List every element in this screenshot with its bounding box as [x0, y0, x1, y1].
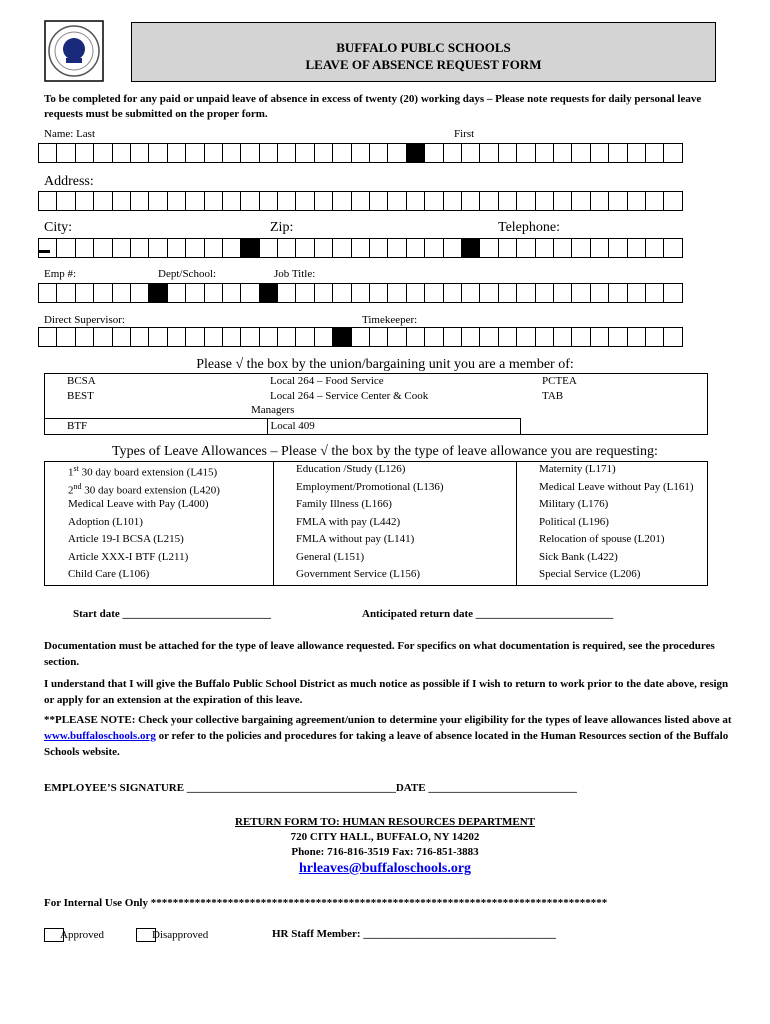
entry-box[interactable]	[608, 238, 627, 258]
entry-box[interactable]	[516, 283, 535, 303]
entry-box[interactable]	[479, 238, 498, 258]
return-form-heading: RETURN FORM TO: HUMAN RESOURCES DEPARTMENT	[235, 816, 535, 828]
entry-box[interactable]	[479, 283, 498, 303]
entry-box[interactable]	[130, 191, 149, 211]
leave-option[interactable]: FMLA with pay (L442)	[274, 515, 517, 533]
entry-box[interactable]	[332, 191, 351, 211]
entry-box[interactable]	[314, 283, 333, 303]
entry-box[interactable]	[75, 283, 94, 303]
entry-box[interactable]	[185, 191, 204, 211]
entry-box[interactable]	[387, 191, 406, 211]
entry-box[interactable]	[571, 238, 590, 258]
entry-box[interactable]	[112, 238, 131, 258]
entry-box[interactable]	[406, 283, 425, 303]
entry-box[interactable]	[590, 191, 609, 211]
entry-box[interactable]	[590, 143, 609, 163]
union-tab[interactable]: TAB	[542, 389, 564, 402]
entry-box[interactable]	[535, 327, 554, 347]
entry-box[interactable]	[240, 238, 259, 258]
entry-box[interactable]	[332, 283, 351, 303]
union-local409[interactable]: Local 409	[267, 419, 520, 435]
return-phone-fax: Phone: 716-816-3519 Fax: 716-851-3883	[291, 846, 479, 858]
entry-box[interactable]	[424, 327, 443, 347]
entry-box[interactable]	[590, 327, 609, 347]
entry-box[interactable]	[204, 283, 223, 303]
entry-box[interactable]	[663, 238, 682, 258]
entry-box[interactable]	[498, 191, 517, 211]
entry-box[interactable]	[516, 327, 535, 347]
entry-box[interactable]	[314, 238, 333, 258]
entry-box[interactable]	[75, 191, 94, 211]
disapproved-option[interactable]: Disapproved	[136, 928, 208, 942]
entry-box[interactable]	[222, 283, 241, 303]
entry-box[interactable]	[387, 327, 406, 347]
intro-text: To be completed for any paid or unpaid leave of absence in excess of twenty (20) working days – Please note requests for daily personal leave requests must be submitted on the proper form.	[44, 93, 702, 120]
entry-box[interactable]	[571, 143, 590, 163]
entry-box[interactable]	[424, 283, 443, 303]
name-grid[interactable]	[38, 143, 683, 163]
leave-option[interactable]: Political (L196)	[539, 515, 609, 528]
entry-box[interactable]	[240, 283, 259, 303]
entry-box[interactable]	[645, 327, 664, 347]
entry-box[interactable]	[56, 283, 75, 303]
entry-box[interactable]	[443, 143, 462, 163]
leave-option[interactable]: Education /Study (L126)	[274, 462, 517, 480]
entry-box[interactable]	[571, 191, 590, 211]
entry-box[interactable]	[314, 327, 333, 347]
entry-box[interactable]	[406, 191, 425, 211]
entry-box[interactable]	[204, 238, 223, 258]
entry-box[interactable]	[295, 327, 314, 347]
entry-box[interactable]	[443, 191, 462, 211]
entry-box[interactable]	[351, 283, 370, 303]
leave-types-title: Types of Leave Allowances – Please √ the box by the type of leave allowance you are requesting:	[112, 444, 658, 459]
leave-option[interactable]: Article XXX-I BTF (L211)	[45, 550, 274, 568]
job-title-label: Job Title:	[274, 268, 316, 280]
entry-box[interactable]	[535, 238, 554, 258]
documentation-note: Documentation must be attached for the type of leave allowance requested. For specifics on what documentation is required, see the procedures section.	[44, 640, 715, 668]
entry-box[interactable]	[240, 191, 259, 211]
entry-box[interactable]	[130, 143, 149, 163]
union-local264-food[interactable]: Local 264 – Food Service	[270, 375, 384, 387]
entry-box[interactable]	[93, 327, 112, 347]
entry-box[interactable]	[277, 283, 296, 303]
entry-box[interactable]	[627, 143, 646, 163]
entry-box[interactable]	[38, 283, 57, 303]
entry-box[interactable]	[314, 143, 333, 163]
form-title-box	[131, 22, 716, 82]
leave-option[interactable]: Medical Leave with Pay (L400)	[45, 497, 274, 515]
entry-box[interactable]	[479, 143, 498, 163]
notice-statement: I understand that I will give the Buffalo Public School District as much notice as possible if I wish to return to work prior to the date above, resign or apply for an extension at the expiration of this leave.	[44, 678, 729, 706]
entry-box[interactable]	[461, 191, 480, 211]
entry-box[interactable]	[369, 327, 388, 347]
entry-box[interactable]	[93, 238, 112, 258]
hr-staff-member-line[interactable]: HR Staff Member: ___________________________________	[272, 928, 556, 940]
zip-label: Zip:	[270, 220, 294, 235]
school-seal-logo	[44, 20, 104, 82]
entry-box[interactable]	[571, 327, 590, 347]
entry-box[interactable]	[663, 191, 682, 211]
entry-box[interactable]	[627, 191, 646, 211]
city-zip-phone-grid[interactable]	[38, 238, 683, 258]
entry-box[interactable]	[130, 283, 149, 303]
entry-box[interactable]	[332, 143, 351, 163]
entry-box[interactable]	[185, 283, 204, 303]
address-label: Address:	[44, 174, 94, 189]
entry-box[interactable]	[222, 143, 241, 163]
entry-box[interactable]	[369, 238, 388, 258]
entry-box[interactable]	[277, 327, 296, 347]
emp-label: Emp #:	[44, 268, 77, 280]
entry-box[interactable]	[56, 327, 75, 347]
supervisor-timekeeper-grid[interactable]	[38, 327, 683, 347]
entry-box[interactable]	[351, 238, 370, 258]
union-btf[interactable]: BTF	[45, 419, 268, 435]
entry-box[interactable]	[443, 327, 462, 347]
title-line-2: LEAVE OF ABSENCE REQUEST FORM	[305, 57, 542, 72]
entry-box[interactable]	[295, 238, 314, 258]
entry-box[interactable]	[645, 283, 664, 303]
supervisor-label: Direct Supervisor:	[44, 314, 125, 326]
entry-box[interactable]	[38, 143, 57, 163]
leave-option[interactable]: Employment/Promotional (L136)	[274, 480, 517, 498]
entry-box[interactable]	[387, 283, 406, 303]
entry-box[interactable]	[93, 283, 112, 303]
entry-box[interactable]	[516, 143, 535, 163]
timekeeper-label: Timekeeper:	[362, 314, 418, 326]
return-address: 720 CITY HALL, BUFFALO, NY 14202	[290, 831, 480, 843]
entry-box[interactable]	[351, 327, 370, 347]
entry-box[interactable]	[406, 238, 425, 258]
entry-box[interactable]	[443, 238, 462, 258]
entry-box[interactable]	[663, 143, 682, 163]
union-best[interactable]: BEST	[67, 389, 94, 402]
entry-box[interactable]	[112, 283, 131, 303]
dash-mark	[38, 250, 50, 253]
entry-box[interactable]	[38, 191, 57, 211]
entry-box[interactable]	[498, 143, 517, 163]
union-local264-service[interactable]: Local 264 – Service Center & Cook	[270, 389, 429, 402]
leave-option[interactable]: Government Service (L156)	[274, 567, 517, 585]
entry-box[interactable]	[295, 191, 314, 211]
entry-box[interactable]	[553, 238, 572, 258]
entry-box[interactable]	[167, 238, 186, 258]
entry-box[interactable]	[461, 238, 480, 258]
union-table	[44, 373, 708, 435]
union-bcsa[interactable]: BCSA	[67, 375, 96, 387]
name-first-label: First	[454, 128, 475, 140]
entry-box[interactable]	[259, 327, 278, 347]
entry-box[interactable]	[369, 143, 388, 163]
entry-box[interactable]	[498, 238, 517, 258]
entry-box[interactable]	[259, 238, 278, 258]
entry-box[interactable]	[204, 191, 223, 211]
entry-box[interactable]	[351, 143, 370, 163]
entry-box[interactable]	[406, 327, 425, 347]
hr-email-link[interactable]: hrleaves@buffaloschools.org	[298, 861, 472, 876]
entry-box[interactable]	[148, 191, 167, 211]
return-date-field[interactable]: Anticipated return date _________________________	[362, 608, 614, 620]
entry-box[interactable]	[369, 283, 388, 303]
entry-box[interactable]	[222, 327, 241, 347]
union-title: Please √ the box by the union/bargaining unit you are a member of:	[196, 357, 574, 372]
leave-option[interactable]: Adoption (L101)	[45, 515, 274, 533]
entry-box[interactable]	[608, 143, 627, 163]
entry-box[interactable]	[130, 238, 149, 258]
leave-option[interactable]: Medical Leave without Pay (L161)	[539, 480, 694, 493]
leave-option[interactable]: 2nd 30 day board extension (L420)	[45, 480, 274, 498]
signature-line[interactable]: EMPLOYEE’S SIGNATURE ______________________________________DATE ___________________________	[44, 782, 577, 794]
entry-box[interactable]	[645, 143, 664, 163]
entry-box[interactable]	[185, 143, 204, 163]
dept-label: Dept/School:	[158, 268, 217, 280]
city-label: City:	[44, 220, 73, 235]
entry-box[interactable]	[479, 327, 498, 347]
leave-option[interactable]: 1st 30 day board extension (L415)	[45, 462, 274, 480]
entry-box[interactable]	[351, 191, 370, 211]
entry-box[interactable]	[406, 143, 425, 163]
leave-option[interactable]: Special Service (L206)	[539, 568, 641, 581]
leave-option[interactable]: General (L151)	[274, 550, 517, 568]
entry-box[interactable]	[38, 327, 57, 347]
entry-box[interactable]	[608, 191, 627, 211]
entry-box[interactable]	[424, 143, 443, 163]
union-pctea[interactable]: PCTEA	[542, 375, 577, 387]
entry-box[interactable]	[461, 143, 480, 163]
entry-box[interactable]	[259, 143, 278, 163]
entry-box[interactable]	[295, 143, 314, 163]
telephone-label: Telephone:	[498, 220, 560, 235]
entry-box[interactable]	[535, 143, 554, 163]
entry-box[interactable]	[332, 238, 351, 258]
entry-box[interactable]	[461, 283, 480, 303]
entry-box[interactable]	[571, 283, 590, 303]
address-grid[interactable]	[38, 191, 683, 211]
entry-box[interactable]	[645, 191, 664, 211]
entry-box[interactable]	[663, 327, 682, 347]
entry-box[interactable]	[240, 327, 259, 347]
entry-box[interactable]	[56, 191, 75, 211]
leave-option[interactable]: Article 19-I BCSA (L215)	[45, 532, 274, 550]
entry-box[interactable]	[93, 191, 112, 211]
leave-option[interactable]: Sick Bank (L422)	[539, 550, 618, 563]
entry-box[interactable]	[535, 191, 554, 211]
entry-box[interactable]	[277, 143, 296, 163]
entry-box[interactable]	[369, 191, 388, 211]
entry-box[interactable]	[314, 191, 333, 211]
entry-box[interactable]	[645, 238, 664, 258]
entry-box[interactable]	[148, 143, 167, 163]
entry-box[interactable]	[535, 283, 554, 303]
leave-option[interactable]: Child Care (L106)	[45, 567, 274, 585]
leave-option[interactable]: Maternity (L171)	[539, 463, 616, 475]
entry-box[interactable]	[590, 283, 609, 303]
entry-box[interactable]	[516, 191, 535, 211]
entry-box[interactable]	[75, 327, 94, 347]
entry-box[interactable]	[516, 238, 535, 258]
entry-box[interactable]	[56, 238, 75, 258]
approved-option[interactable]: Approved	[44, 928, 104, 942]
entry-box[interactable]	[332, 327, 351, 347]
entry-box[interactable]	[553, 283, 572, 303]
entry-box[interactable]	[222, 238, 241, 258]
entry-box[interactable]	[167, 191, 186, 211]
name-last-label: Name: Last	[44, 128, 96, 140]
please-note: **PLEASE NOTE: Check your collective bargaining agreement/union to determine your eligibility for the types of leave allowances listed above at www.buffaloschools.org or refer to the policies and procedures for taking a leave of absence located in the Human Resources section of the Buffalo Schools website.	[44, 714, 732, 758]
entry-box[interactable]	[443, 283, 462, 303]
entry-box[interactable]	[222, 191, 241, 211]
entry-box[interactable]	[424, 191, 443, 211]
entry-box[interactable]	[204, 327, 223, 347]
entry-box[interactable]	[75, 143, 94, 163]
start-date-field[interactable]: Start date ___________________________	[73, 608, 271, 620]
entry-box[interactable]	[461, 327, 480, 347]
entry-box[interactable]	[167, 283, 186, 303]
entry-box[interactable]	[627, 238, 646, 258]
leave-option[interactable]: Family Illness (L166)	[274, 497, 517, 515]
entry-box[interactable]	[259, 191, 278, 211]
entry-box[interactable]	[185, 327, 204, 347]
entry-box[interactable]	[387, 238, 406, 258]
entry-box[interactable]	[295, 283, 314, 303]
entry-box[interactable]	[498, 283, 517, 303]
entry-box[interactable]	[148, 283, 167, 303]
entry-box[interactable]	[167, 327, 186, 347]
entry-box[interactable]	[608, 327, 627, 347]
entry-box[interactable]	[148, 327, 167, 347]
entry-box[interactable]	[387, 143, 406, 163]
entry-box[interactable]	[130, 327, 149, 347]
entry-box[interactable]	[663, 283, 682, 303]
entry-box[interactable]	[112, 327, 131, 347]
entry-box[interactable]	[185, 238, 204, 258]
union-managers-cont: Managers	[251, 404, 295, 417]
entry-box[interactable]	[590, 238, 609, 258]
entry-box[interactable]	[608, 283, 627, 303]
entry-box[interactable]	[553, 143, 572, 163]
entry-box[interactable]	[627, 327, 646, 347]
entry-box[interactable]	[112, 143, 131, 163]
entry-box[interactable]	[553, 191, 572, 211]
leave-types-table	[44, 461, 708, 586]
entry-box[interactable]	[240, 143, 259, 163]
entry-box[interactable]	[148, 238, 167, 258]
title-line-1: BUFFALO PUBLC SCHOOLS	[336, 40, 511, 55]
entry-box[interactable]	[93, 143, 112, 163]
leave-option[interactable]: Military (L176)	[539, 498, 609, 511]
entry-box[interactable]	[75, 238, 94, 258]
emp-dept-job-grid[interactable]	[38, 283, 683, 303]
entry-box[interactable]	[277, 238, 296, 258]
entry-box[interactable]	[259, 283, 278, 303]
entry-box[interactable]	[56, 143, 75, 163]
entry-box[interactable]	[553, 327, 572, 347]
website-link[interactable]: www.buffaloschools.org	[44, 730, 156, 742]
entry-box[interactable]	[479, 191, 498, 211]
leave-option[interactable]: FMLA without pay (L141)	[274, 532, 517, 550]
entry-box[interactable]	[498, 327, 517, 347]
entry-box[interactable]	[204, 143, 223, 163]
entry-box[interactable]	[167, 143, 186, 163]
leave-option[interactable]: Relocation of spouse (L201)	[539, 533, 665, 546]
entry-box[interactable]	[424, 238, 443, 258]
entry-box[interactable]	[627, 283, 646, 303]
internal-use-label: For Internal Use Only ***********************************************************************************	[44, 897, 608, 909]
entry-box[interactable]	[277, 191, 296, 211]
entry-box[interactable]	[112, 191, 131, 211]
entry-box[interactable]	[38, 238, 57, 258]
